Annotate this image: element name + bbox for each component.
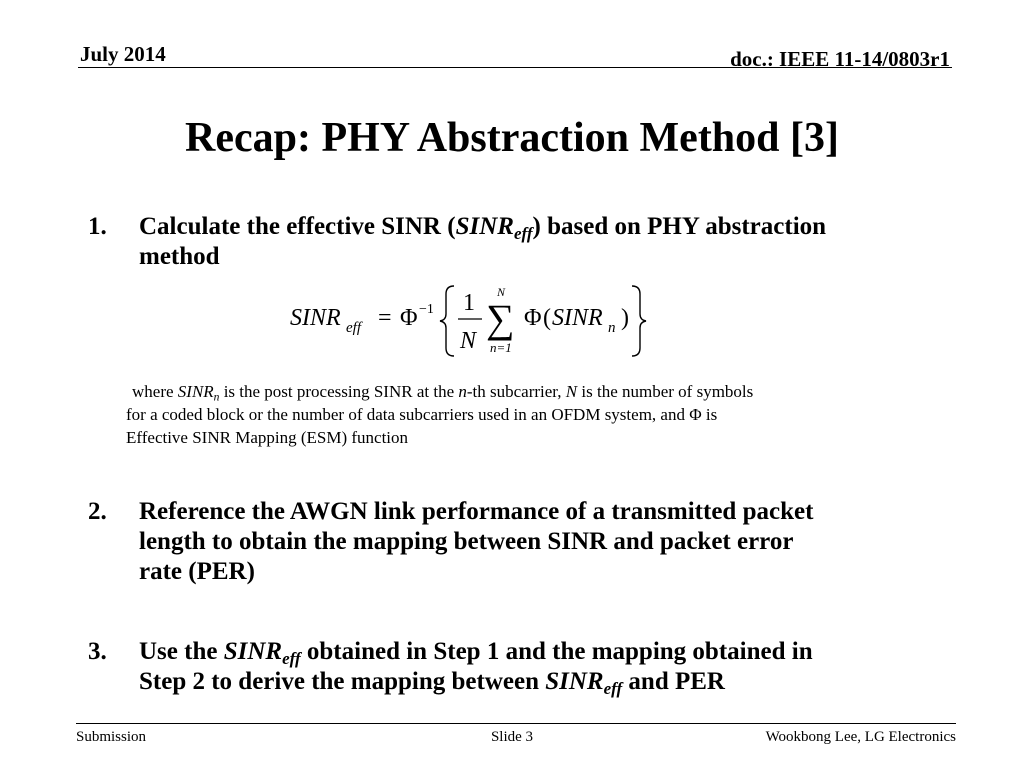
step-1-text-b: ) based on PHY abstraction: [532, 213, 827, 240]
formula-phi-outer: Φ: [400, 305, 418, 331]
step-2-line-2: length to obtain the mapping between SINR and packet error: [139, 528, 794, 555]
step-3-var-2-name: SINR: [545, 668, 604, 695]
explanation-text-d: is the number of symbols: [577, 382, 754, 401]
explanation-line-3: Effective SINR Mapping (ESM) function: [126, 428, 409, 447]
step-1-var-name: SINR: [455, 213, 514, 240]
step-1-text: [139, 212, 939, 272]
explanation-var-n: n: [458, 382, 467, 401]
explanation-line-2: for a coded block or the number of data subcarriers used in an OFDM system, and Φ is: [126, 405, 718, 424]
formula-equals: =: [378, 305, 392, 331]
formula-left-brace: [440, 286, 454, 356]
explanation-var-sinr-sub: n: [213, 390, 220, 404]
step-3-var-1-name: SINR: [223, 638, 283, 665]
step-3-text-c: Step 2 to derive the mapping between: [139, 668, 546, 695]
step-3-var-2: [545, 668, 623, 699]
formula-open-paren: (: [543, 305, 551, 331]
step-3-text-a: Use the: [139, 638, 224, 665]
step-1-line-1: [139, 212, 939, 242]
step-2-line-1: Reference the AWGN link performance of a transmitted packet: [139, 498, 814, 525]
step-1-text-a: Calculate the effective SINR (: [139, 213, 456, 240]
step-1-number: 1.: [88, 213, 107, 240]
formula-phi-inner: Φ: [524, 305, 542, 331]
step-2-line-3: rate (PER): [139, 558, 255, 585]
step-3-var-1-sub: eff: [282, 649, 301, 669]
step-3-text-d: and PER: [622, 668, 725, 695]
step-3-line-2: [139, 667, 939, 697]
explanation-line-1: [126, 380, 946, 403]
explanation-text-a: where: [132, 382, 178, 401]
sinr-formula: [280, 280, 660, 360]
step-3-var-2-sub: eff: [603, 679, 623, 699]
footer-submission: Submission: [76, 729, 147, 745]
step-1-var: [455, 213, 533, 244]
formula-explanation: [126, 380, 946, 449]
formula-numerator: 1: [463, 290, 475, 316]
formula-close-paren: ): [621, 305, 629, 331]
formula-lhs-sub: eff: [346, 320, 361, 336]
header-date: July 2014: [80, 42, 166, 66]
explanation-var-sinr-name: SINR: [177, 382, 214, 401]
step-3-var-1: [223, 638, 301, 669]
formula-sum-lower: n=1: [490, 340, 512, 355]
step-3: [88, 637, 948, 701]
formula-inner-var: SINR: [552, 305, 603, 331]
formula-inverse: −1: [419, 302, 434, 317]
footer-divider: [76, 723, 956, 724]
footer-author: Wookbong Lee, LG Electronics: [765, 729, 956, 745]
explanation-text-c: -th subcarrier,: [466, 382, 566, 401]
step-1: [88, 212, 948, 274]
explanation-var-N: N: [565, 382, 578, 401]
step-2: [88, 497, 948, 589]
formula-right-brace: [632, 286, 646, 356]
formula-lhs-var: SINR: [290, 305, 341, 331]
step-1-var-sub: eff: [513, 224, 533, 244]
header-divider: [78, 67, 952, 68]
step-3-number: 3.: [88, 638, 107, 665]
step-3-text: [139, 637, 939, 697]
formula-denominator: N: [460, 328, 477, 354]
explanation-text-b: is the post processing SINR at the: [219, 382, 459, 401]
formula-sigma: ∑: [486, 296, 515, 341]
slide-title: Recap: PHY Abstraction Method [3]: [184, 115, 839, 161]
footer-slide-number: Slide 3: [490, 729, 534, 745]
step-1-line-2: method: [139, 243, 220, 270]
formula-inner-sub: n: [608, 320, 616, 336]
step-3-text-b: obtained in Step 1 and the mapping obtained in: [300, 638, 813, 665]
step-3-line-1: [139, 637, 939, 667]
step-2-number: 2.: [88, 498, 107, 525]
header-doc-id: doc.: IEEE 11-14/0803r1: [730, 47, 950, 71]
formula-sum-upper: N: [497, 285, 506, 299]
explanation-var-sinr: [177, 382, 220, 404]
step-2-text: [139, 497, 939, 587]
